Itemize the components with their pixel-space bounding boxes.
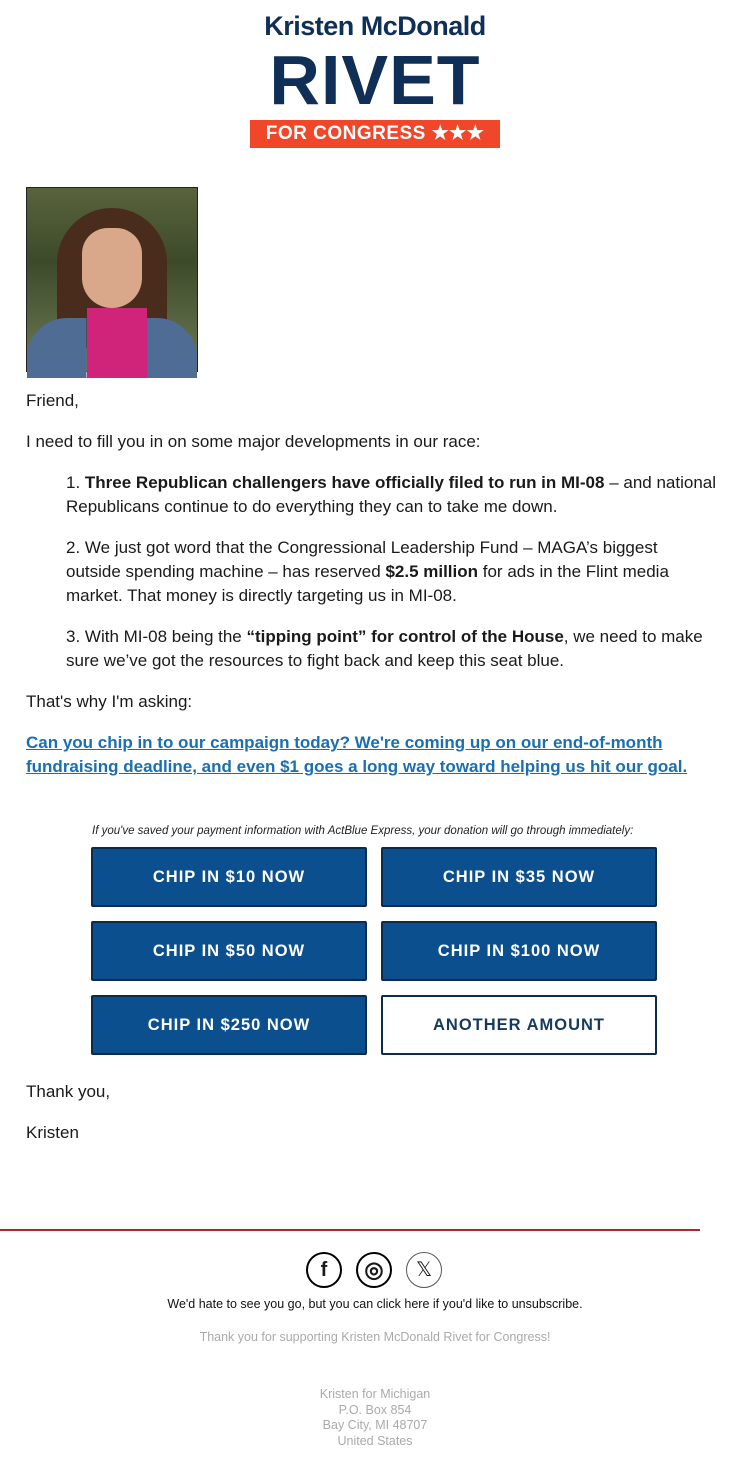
- list-item: 3. With MI-08 being the “tipping point” for control of the House, we need to make sure we’ve got the resources to fight back and keep this seat blue.: [66, 627, 703, 670]
- facebook-icon[interactable]: f: [306, 1252, 342, 1288]
- candidate-photo: [26, 187, 198, 372]
- greeting: Friend,: [26, 391, 79, 410]
- instagram-icon[interactable]: ◎: [356, 1252, 392, 1288]
- support-thanks: Thank you for supporting Kristen McDonald Rivet for Congress!: [199, 1330, 551, 1344]
- donate-50-button[interactable]: CHIP IN $50 NOW: [91, 921, 367, 981]
- list-item: 1. Three Republican challengers have officially filed to run in MI-08 – and national Republicans continue to do everything they can to take me down.: [66, 473, 717, 516]
- unsubscribe-link[interactable]: We'd hate to see you go, but you can click here if you'd like to unsubscribe.: [167, 1297, 583, 1311]
- list-item: 2. We just got word that the Congressional Leadership Fund – MAGA’s biggest outside spending machine – has reserved $2.5 million for ads in the Flint media market. That money is directly targeting us in MI-08.: [66, 538, 669, 605]
- donate-10-button[interactable]: CHIP IN $10 NOW: [91, 847, 367, 907]
- signoff: [26, 1080, 110, 1162]
- signature: Kristen: [26, 1123, 79, 1142]
- donate-250-button[interactable]: CHIP IN $250 NOW: [91, 995, 367, 1055]
- intro: I need to fill you in on some major developments in our race:: [26, 432, 481, 451]
- donate-35-button[interactable]: CHIP IN $35 NOW: [381, 847, 657, 907]
- another-amount-button[interactable]: ANOTHER AMOUNT: [381, 995, 657, 1055]
- logo-surname: RIVET: [269, 41, 481, 119]
- thanks: Thank you,: [26, 1082, 111, 1101]
- developments-list: [66, 471, 716, 673]
- ask: That's why I'm asking:: [26, 692, 193, 711]
- logo-name: Kristen McDonald: [264, 11, 486, 41]
- actblue-note: If you've saved your payment information with ActBlue Express, your donation will go through immediately:: [92, 825, 634, 837]
- campaign-logo: [245, 10, 505, 148]
- logo-tagline: FOR CONGRESS ★★★: [250, 120, 500, 148]
- donate-link[interactable]: Can you chip in to our campaign today? We're coming up on our end-of-month fundraising deadline, and even $1 goes a long way toward helping us hit our goal.: [26, 733, 688, 776]
- x-icon[interactable]: 𝕏: [406, 1252, 442, 1288]
- donate-100-button[interactable]: CHIP IN $100 NOW: [381, 921, 657, 981]
- mailing-address: Kristen for Michigan P.O. Box 854 Bay City, MI 48707 United States: [319, 1387, 431, 1448]
- email-body: [26, 389, 716, 796]
- footer-divider: [0, 1229, 700, 1231]
